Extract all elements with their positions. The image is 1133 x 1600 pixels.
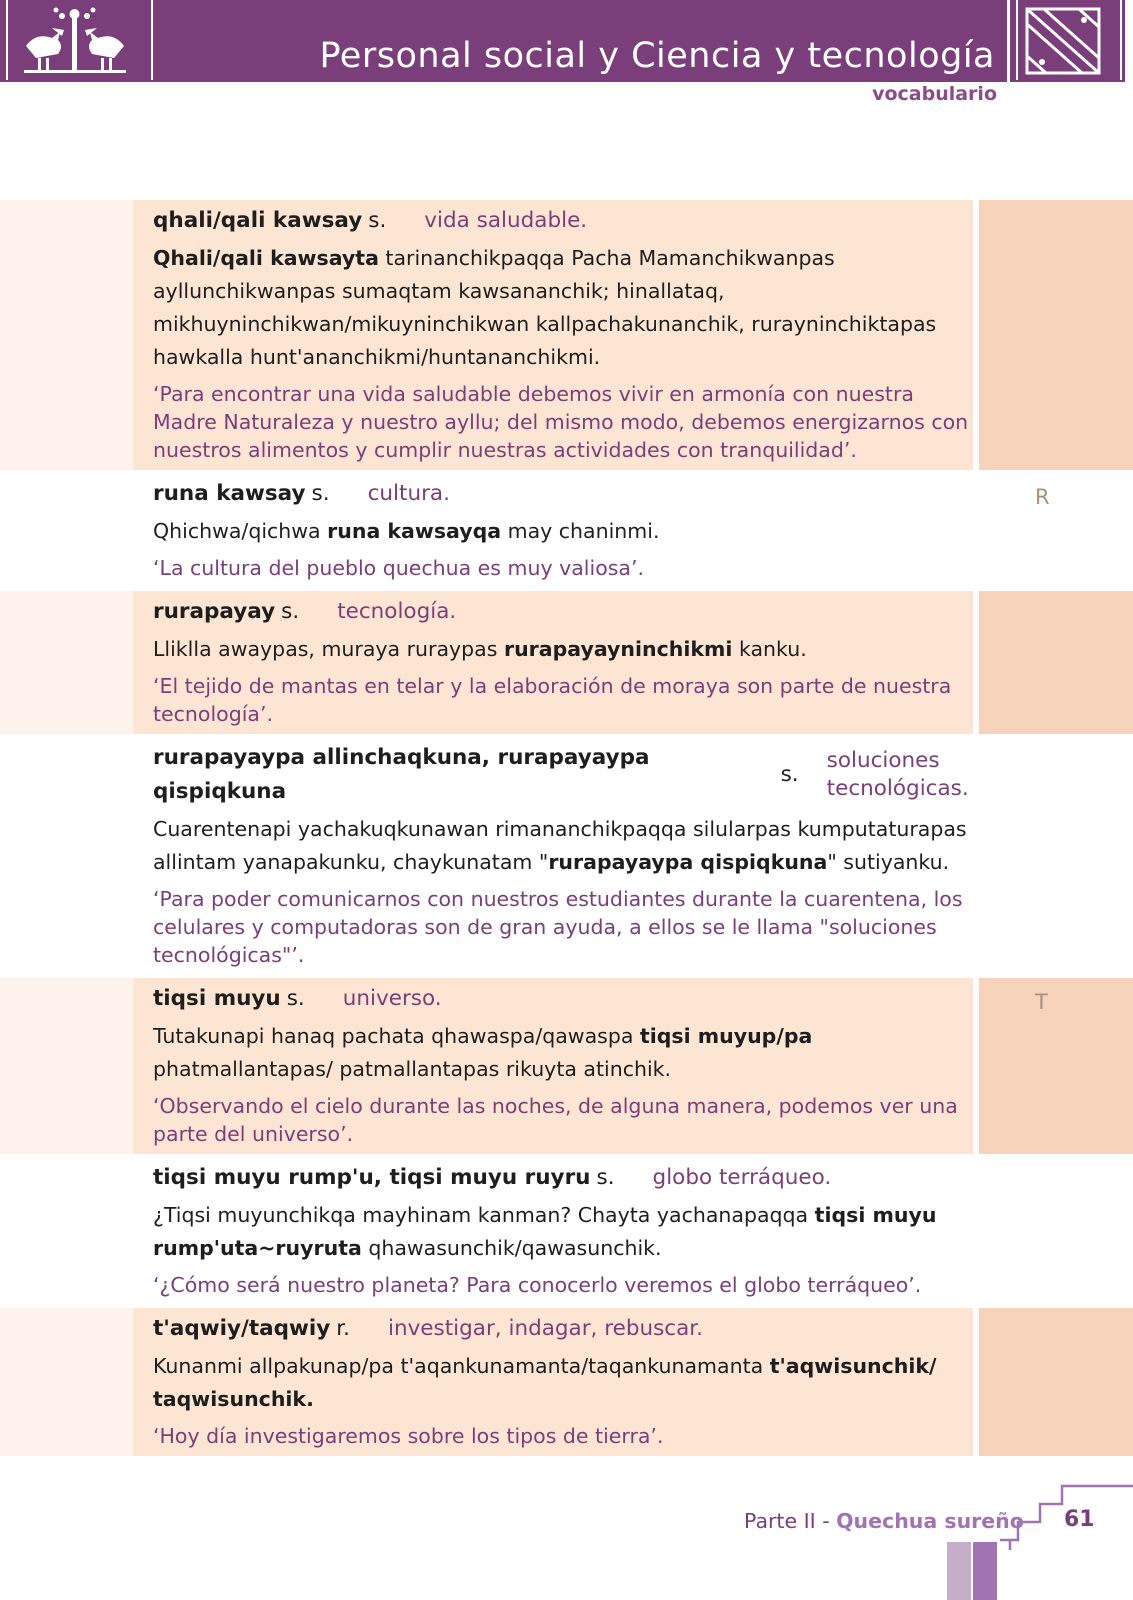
alphabet-index-column	[979, 200, 1133, 470]
entry-left-margin	[0, 1157, 133, 1305]
entry-example-translation: ‘¿Cómo será nuestro planeta? Para conocerlo veremos el globo terráqueo’.	[153, 1273, 922, 1297]
vocabulary-entry	[0, 1305, 1133, 1456]
entry-example	[153, 242, 973, 374]
entry-content	[133, 591, 973, 734]
entry-translation: globo terráqueo.	[652, 1165, 832, 1190]
entry-part-of-speech: s.	[281, 599, 300, 624]
example-highlight: runa kawsayqa	[327, 519, 502, 543]
section-subtitle: vocabulario	[872, 83, 997, 105]
example-text: may chaninmi.	[501, 519, 660, 543]
entry-headword	[153, 595, 973, 629]
entry-part-of-speech: s.	[368, 208, 387, 233]
entry-translation: tecnología.	[337, 599, 457, 624]
entry-translation: vida saludable.	[424, 208, 588, 233]
entry-part-of-speech: s.	[311, 481, 330, 506]
entry-left-margin	[0, 200, 133, 470]
entry-left-margin	[0, 978, 133, 1154]
entry-part-of-speech: r.	[336, 1316, 350, 1341]
entry-content	[133, 737, 973, 975]
footer-bar-light	[947, 1542, 971, 1600]
entry-example-translation: ‘Para encontrar una vida saludable debemos vivir en armonía con nuestra Madre Naturaleza y nuestro ayllu; del mismo modo, debemos energizarnos con nuestros alimentos y cumplir nuestras actividades con tranquilidad’.	[153, 382, 969, 462]
entry-part-of-speech: s.	[596, 1165, 615, 1190]
example-highlight: rurapayaypa qispiqkuna	[548, 850, 828, 874]
alphabet-index-column	[979, 591, 1133, 734]
header-right-emblem	[1010, 0, 1125, 82]
entry-content	[133, 1308, 973, 1456]
entry-translation: cultura.	[367, 481, 450, 506]
alphabet-index-column	[979, 737, 1133, 975]
entry-term: rurapayay	[153, 599, 276, 624]
example-highlight: rurapayayninchikmi	[503, 637, 733, 661]
vocabulary-entry	[0, 1154, 1133, 1305]
entry-translation: soluciones tecnológicas.	[826, 748, 969, 801]
entry-content	[133, 1157, 973, 1305]
header-left-emblem	[0, 0, 161, 82]
vocabulary-entry	[0, 470, 1133, 588]
entry-left-margin	[0, 473, 133, 588]
example-text: ¿Tiqsi muyunchikqa mayhinam kanman? Chayta yachanapaqqa	[153, 1203, 815, 1227]
alphabet-index-column	[979, 1157, 1133, 1305]
example-highlight: tiqsi muyu rump'uta~ruyruta	[153, 1203, 937, 1260]
vocabulary-entry	[0, 734, 1133, 975]
entry-term: t'aqwiy/taqwiy	[153, 1316, 331, 1341]
example-text: tarinanchikpaqqa Pacha Mamanchikwanpas ayllunchikwanpas sumaqtam kawsananchik; hinallataq, mikhuyninchikwan/mikuyninchikwan kallpachakunanchik, rurayninchiktapas hawkalla hunt'ananchikmi/huntananchikmi.	[153, 246, 937, 369]
example-highlight: t'aqwisunchik/ taqwisunchik.	[153, 1354, 937, 1411]
header-bar	[161, 0, 1007, 82]
example-text: Lliklla awaypas, muraya ruraypas	[153, 637, 504, 661]
entry-headword	[153, 741, 973, 809]
footer-part	[744, 1509, 1024, 1533]
entry-term: tiqsi muyu rump'u, tiqsi muyu ruyru	[153, 1165, 591, 1190]
alphabet-letter: R	[1035, 485, 1050, 509]
entry-left-margin	[0, 737, 133, 975]
geometric-pattern-icon	[1024, 6, 1102, 76]
entry-content	[133, 978, 973, 1154]
entry-headword	[153, 477, 973, 511]
example-text: kanku.	[732, 637, 807, 661]
example-text: phatmallantapas/ patmallantapas rikuyta atinchik.	[153, 1057, 672, 1081]
entry-translation: investigar, indagar, rebuscar.	[387, 1316, 703, 1341]
entry-example-translation: ‘Observando el cielo durante las noches, de alguna manera, podemos ver una parte del universo’.	[153, 1094, 958, 1146]
example-text: Kunanmi allpakunap/pa t'aqankunamanta/taqankunamanta	[153, 1354, 770, 1378]
entry-left-margin	[0, 1308, 133, 1456]
alphabet-index-column	[979, 978, 1133, 1154]
entry-headword	[153, 982, 973, 1016]
entry-content	[133, 200, 973, 470]
entry-headword	[153, 204, 973, 238]
alphabet-letter: T	[1035, 990, 1048, 1014]
page-title: Personal social y Ciencia y tecnología	[319, 36, 995, 76]
example-highlight: Qhali/qali kawsayta	[153, 246, 379, 270]
footer-part-label: Parte II -	[744, 1509, 837, 1533]
entry-translation: universo.	[342, 986, 442, 1011]
alphabet-index-column	[979, 473, 1133, 588]
entry-part-of-speech: s.	[780, 762, 799, 787]
footer-bar-dark	[973, 1542, 997, 1600]
example-text: " sutiyanku.	[827, 850, 950, 874]
vocabulary-list	[0, 200, 1133, 1456]
entry-content	[133, 473, 973, 588]
entry-term: runa kawsay	[153, 481, 306, 506]
example-text: qhawasunchik/qawasunchik.	[361, 1236, 662, 1260]
vocabulary-entry	[0, 200, 1133, 470]
example-highlight: tiqsi muyup/pa	[639, 1024, 813, 1048]
entry-example-translation: ‘Para poder comunicarnos con nuestros estudiantes durante la cuarentena, los celulares y computadoras son de gran ayuda, a ellos se le llama "soluciones tecnológicas"’.	[153, 887, 963, 967]
entry-headword	[153, 1312, 973, 1346]
entry-example	[153, 813, 973, 879]
entry-example-translation: ‘Hoy día investigaremos sobre los tipos de tierra’.	[153, 1424, 664, 1448]
entry-left-margin	[0, 591, 133, 734]
entry-example	[153, 633, 973, 666]
entry-example	[153, 515, 973, 548]
entry-example-translation: ‘El tejido de mantas en telar y la elaboración de moraya son parte de nuestra tecnología’.	[153, 674, 952, 726]
vocabulary-entry	[0, 588, 1133, 734]
entry-example	[153, 1350, 973, 1416]
example-text: Cuarentenapi yachakuqkunawan rimananchikpaqqa silularpas kumputaturapas allintam yanapakunku, chaykunatam "	[153, 817, 967, 874]
entry-example	[153, 1199, 973, 1265]
example-text: Tutakunapi hanaq pachata qhawaspa/qawaspa	[153, 1024, 640, 1048]
entry-example	[153, 1020, 973, 1086]
entry-term: rurapayaypa allinchaqkuna, rurapayaypa qispiqkuna	[153, 745, 650, 804]
entry-part-of-speech: s.	[286, 986, 305, 1011]
page-number: 61	[1064, 1507, 1095, 1532]
alphabet-index-column	[979, 1308, 1133, 1456]
vocabulary-entry	[0, 975, 1133, 1154]
footer-language: Quechua sureño	[836, 1509, 1024, 1533]
birds-tree-emblem-icon	[16, 6, 134, 78]
entry-term: qhali/qali kawsay	[153, 208, 363, 233]
entry-headword	[153, 1161, 973, 1195]
entry-term: tiqsi muyu	[153, 986, 281, 1011]
example-text: Qhichwa/qichwa	[153, 519, 328, 543]
entry-example-translation: ‘La cultura del pueblo quechua es muy valiosa’.	[153, 556, 645, 580]
